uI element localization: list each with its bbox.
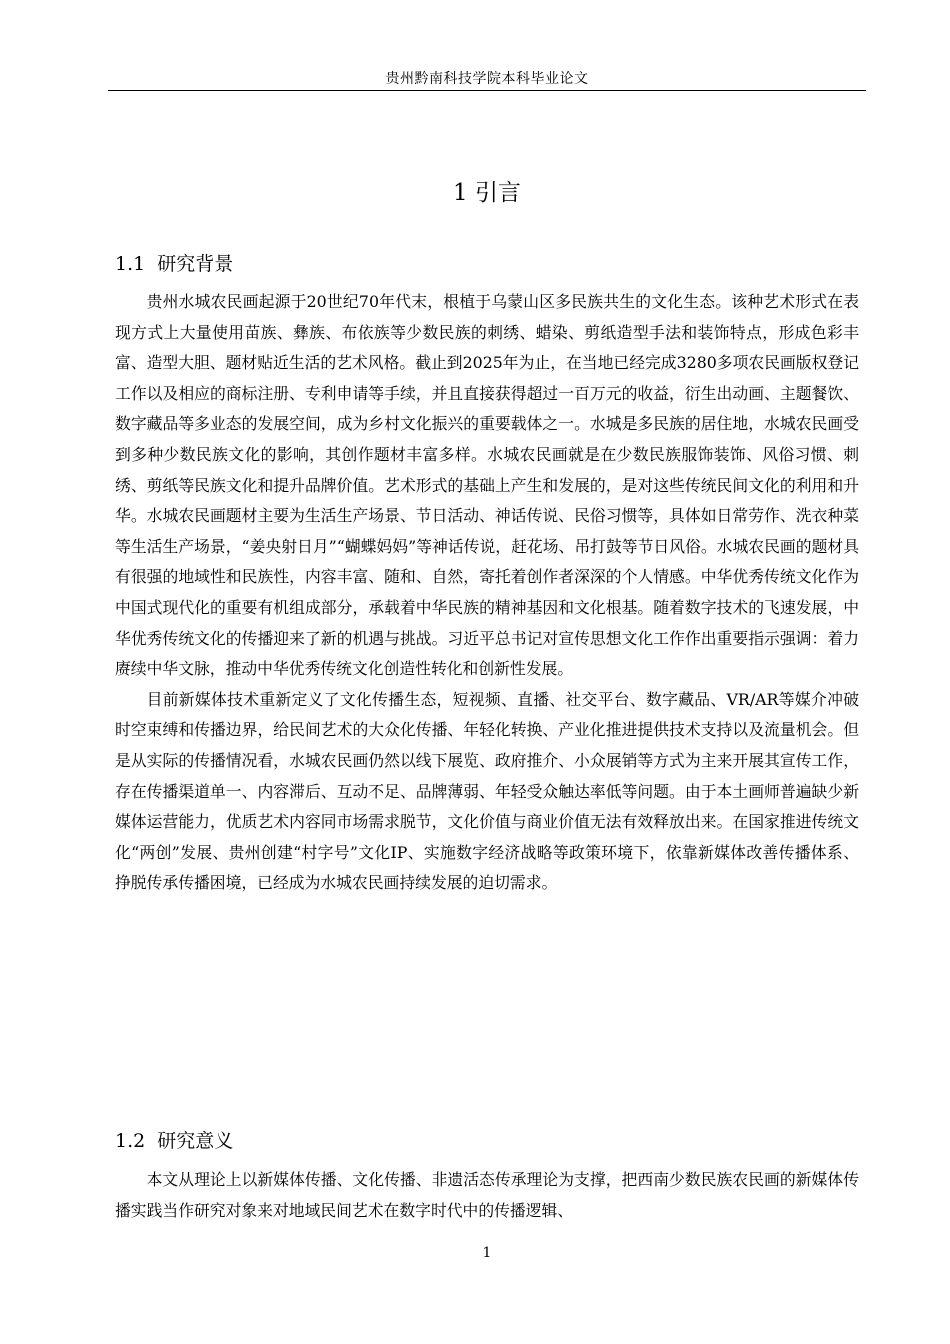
section-number: 1.2 xyxy=(115,1130,146,1152)
section-title: 研究意义 xyxy=(157,1130,234,1152)
section-body-1-1 xyxy=(115,287,859,899)
chapter-title: 1 引言 xyxy=(453,180,521,206)
section-number: 1.1 xyxy=(115,253,146,275)
paragraph: 贵州水城农民画起源于20世纪70年代末，根植于乌蒙山区多民族共生的文化生态。该种艺术形式在表现方式上大量使用苗族、彝族、布依族等少数民族的刺绣、蜡染、剪纸造型手法和装饰特点，形成色彩丰富、造型大胆、题材贴近生活的艺术风格。截止到2025年为止，在当地已经完成3280多项农民画版权登记工作以及相应的商标注册、专利申请等手续，并且直接获得超过一百万元的收益，衍生出动画、主题餐饮、数字藏品等多业态的发展空间，成为乡村文化振兴的重要载体之一。水城是多民族的居住地，水城农民画受到多种少数民族文化的影响，其创作题材丰富多样。水城农民画就是在少数民族服饰装饰、风俗习惯、刺绣、剪纸等民族文化和提升品牌价值。艺术形式的基础上产生和发展的，是对这些传统民间文化的利用和升华。水城农民画题材主要为生活生产场景、节日活动、神话传说、民俗习惯等，具体如日常劳作、洗衣种菜等生活生产场景，“姜央射日月”“蝴蝶妈妈”等神话传说，赶花场、吊打鼓等节日风俗。水城农民画的题材具有很强的地域性和民族性，内容丰富、随和、自然，寄托着创作者深深的个人情感。中华优秀传统文化作为中国式现代化的重要有机组成部分，承载着中华民族的精神基因和文化根基。随着数字技术的飞速发展，中华优秀传统文化的传播迎来了新的机遇与挑战。习近平总书记对宣传思想文化工作作出重要指示强调：着力赓续中华文脉，推动中华优秀传统文化创造性转化和创新性发展。 xyxy=(115,292,859,679)
running-header: 贵州黔南科技学院本科毕业论文 xyxy=(385,71,589,87)
section-title: 研究背景 xyxy=(157,253,234,275)
section-body-1-2 xyxy=(115,1165,859,1226)
header-rule xyxy=(108,90,866,91)
page-number: 1 xyxy=(482,1245,492,1261)
paragraph: 本文从理论上以新媒体传播、文化传播、非遗活态传承理论为支撑，把西南少数民族农民画的新媒体传播实践当作研究对象来对地域民间艺术在数字时代中的传播逻辑、 xyxy=(115,1170,859,1220)
section-heading-1-1 xyxy=(115,250,233,278)
section-heading-1-2 xyxy=(115,1127,233,1155)
paragraph: 目前新媒体技术重新定义了文化传播生态，短视频、直播、社交平台、数字藏品、VR/AR等媒介冲破时空束缚和传播边界，给民间艺术的大众化传播、年轻化转换、产业化推进提供技术支持以及流量机会。但是从实际的传播情况看，水城农民画仍然以线下展览、政府推介、小众展销等方式为主来开展其宣传工作，存在传播渠道单一、内容滞后、互动不足、品牌薄弱、年轻受众触达率低等问题。由于本土画师普遍缺少新媒体运营能力，优质艺术内容同市场需求脱节，文化价值与商业价值无法有效释放出来。在国家推进传统文化“两创”发展、贵州创建“村字号”文化IP、实施数字经济战略等政策环境下，依靠新媒体改善传播体系、挣脱传承传播困境，已经成为水城农民画持续发展的迫切需求。 xyxy=(115,689,859,893)
